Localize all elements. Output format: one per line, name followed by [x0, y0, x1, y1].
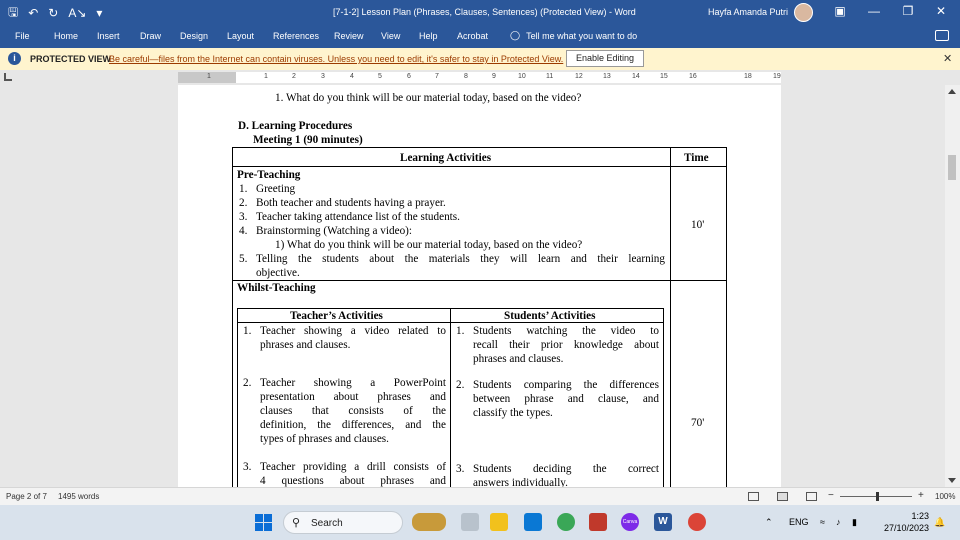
ruler-number: 13 — [603, 73, 611, 80]
tab-design[interactable]: Design — [180, 31, 209, 41]
ruler-number: 18 — [744, 73, 752, 80]
teacher-item-line: types of phrases and clauses. — [260, 433, 389, 445]
ruler-number: 7 — [435, 73, 439, 80]
ruler-number: 3 — [321, 73, 325, 80]
pre-item-num: 5. — [239, 253, 248, 265]
word-count[interactable]: 1495 words — [58, 492, 100, 501]
pre-item-num: 2. — [239, 197, 248, 209]
close-icon[interactable]: ✕ — [935, 4, 947, 18]
ruler-number: 12 — [575, 73, 583, 80]
pre-item-num: 4. — [239, 225, 248, 237]
tab-view[interactable]: View — [381, 31, 401, 41]
canva-icon[interactable]: Canva — [621, 513, 639, 531]
pre-item-text: Brainstorming (Watching a video): — [256, 225, 412, 237]
students-item-line: between phrase and clause, and — [473, 393, 659, 405]
lightbulb-icon: ◯ — [510, 30, 521, 40]
students-item-num: 3. — [456, 463, 465, 475]
info-icon: i — [8, 52, 21, 65]
ruler-number: 6 — [407, 73, 411, 80]
teacher-item-line: phrases and clauses. — [260, 339, 351, 351]
protected-view-message[interactable]: Be careful—files from the Internet can contain viruses. Unless you need to edit, it's safer to stay in Protected View. — [109, 54, 564, 64]
pre-teaching-title: Pre-Teaching — [237, 169, 301, 181]
chrome-profile-icon[interactable] — [688, 513, 706, 531]
ruler-number: 8 — [464, 73, 468, 80]
vertical-scrollbar[interactable] — [945, 85, 960, 487]
word-icon[interactable]: W — [654, 513, 672, 531]
teacher-item-line: Teacher providing a drill consists of — [260, 461, 446, 473]
table-border — [232, 147, 233, 487]
tab-file[interactable]: File — [15, 31, 30, 41]
taskbar-search[interactable] — [283, 511, 403, 534]
protected-view-bar — [0, 48, 960, 70]
pre-item-text: Teacher taking attendance list of the students. — [256, 211, 460, 223]
table-border — [726, 147, 727, 487]
tab-draw[interactable]: Draw — [140, 31, 162, 41]
document-page[interactable] — [178, 85, 781, 487]
search-icon: ⚲ — [292, 517, 301, 529]
ruler-number: 14 — [632, 73, 640, 80]
teacher-item-line: 4 questions about phrases and — [260, 475, 446, 487]
clock-date: 27/10/2023 — [883, 523, 929, 533]
zoom-level[interactable]: 100% — [935, 492, 956, 501]
teacher-item-line: Teacher showing a PowerPoint — [260, 377, 446, 389]
volume-icon[interactable]: ♪ — [836, 517, 841, 527]
minimize-icon[interactable]: — — [868, 4, 880, 18]
quick-access-toolbar — [0, 3, 330, 24]
save-icon[interactable]: 🖫 — [8, 4, 19, 19]
close-bar-icon[interactable]: ✕ — [943, 53, 953, 65]
enable-editing-button[interactable]: Enable Editing — [566, 50, 644, 67]
user-name[interactable]: Hayfa Amanda Putri — [708, 7, 789, 17]
status-bar — [0, 487, 960, 505]
students-item-line: Students watching the video to — [473, 325, 659, 337]
clock-time: 1:23 — [911, 511, 929, 521]
taskbar-clock[interactable] — [881, 510, 929, 534]
table-border — [670, 147, 671, 487]
protected-view-title: PROTECTED VIEW — [30, 54, 112, 64]
customize-icon[interactable]: ▾ — [96, 6, 103, 20]
scroll-up-icon[interactable] — [948, 89, 956, 94]
language-indicator[interactable]: ENG — [789, 517, 809, 527]
scroll-down-icon[interactable] — [948, 478, 956, 483]
tab-home[interactable]: Home — [54, 31, 79, 41]
whilst-teaching-time: 70' — [691, 417, 705, 429]
students-activities-header: Students’ Activities — [504, 310, 596, 322]
header-time: Time — [684, 152, 709, 164]
undo-icon[interactable]: ↶ — [28, 6, 39, 20]
tab-acrobat[interactable]: Acrobat — [457, 31, 489, 41]
ruler-number: 5 — [378, 73, 382, 80]
read-mode-icon[interactable] — [748, 492, 759, 501]
pre-teaching-time: 10' — [691, 219, 705, 231]
whilst-teaching-title: Whilst-Teaching — [237, 282, 316, 294]
inner-table-border — [450, 308, 451, 487]
file-explorer-icon[interactable] — [490, 513, 508, 531]
restore-icon[interactable]: ❐ — [902, 4, 914, 18]
scroll-thumb[interactable] — [948, 155, 956, 180]
page-count[interactable]: Page 2 of 7 — [6, 492, 47, 501]
heading-learning-procedures: D. Learning Procedures — [238, 120, 353, 132]
students-item-num: 2. — [456, 379, 465, 391]
table-border — [232, 147, 727, 148]
students-item-line: Students comparing the differences — [473, 379, 659, 391]
wifi-icon[interactable]: ≈ — [820, 517, 825, 527]
teacher-item-num: 1. — [243, 325, 252, 337]
inner-table-border — [237, 308, 238, 487]
ruler-number: 1 — [207, 73, 211, 80]
notification-bell-icon[interactable]: 🔔 — [934, 517, 946, 527]
ruler-number: 4 — [350, 73, 354, 80]
pre-item-text: Telling the students about the materials they will learn and their learning — [256, 253, 665, 265]
students-item-line: recall their prior knowledge about — [473, 339, 659, 351]
taskbar — [0, 505, 960, 540]
teacher-item-line: definition, the differences, and the — [260, 419, 446, 431]
ruler-number: 10 — [518, 73, 526, 80]
inner-table-border — [663, 308, 664, 487]
search-label: Search — [311, 518, 343, 529]
students-item-line: classify the types. — [473, 407, 553, 419]
title-bar — [0, 0, 960, 26]
pre-sub-item: 1) What do you think will be our material today, based on the video? — [275, 239, 583, 251]
redo-icon[interactable]: ↻ — [48, 6, 59, 20]
avatar[interactable] — [794, 3, 813, 22]
tab-selector-icon[interactable] — [4, 73, 12, 81]
tell-me-box[interactable] — [510, 30, 637, 41]
chrome-icon[interactable] — [557, 513, 575, 531]
ruler-number: 16 — [689, 73, 697, 80]
ruler-number: 15 — [660, 73, 668, 80]
ruler-number: 11 — [546, 73, 554, 80]
acrobat-icon[interactable] — [589, 513, 607, 531]
print-layout-icon[interactable] — [777, 492, 788, 501]
ruler-number: 1 — [264, 73, 268, 80]
tab-review[interactable]: Review — [334, 31, 364, 41]
ruler-number: 9 — [492, 73, 496, 80]
teacher-activities-header: Teacher’s Activities — [290, 310, 383, 322]
pre-item-num: 1. — [239, 183, 248, 195]
tab-layout[interactable]: Layout — [227, 31, 255, 41]
store-icon[interactable] — [524, 513, 542, 531]
ruler-number: 2 — [292, 73, 296, 80]
students-item-num: 1. — [456, 325, 465, 337]
tray-overflow-icon[interactable]: ⌃ — [765, 517, 773, 527]
tell-me-text: Tell me what you want to do — [526, 30, 638, 41]
comments-icon[interactable] — [935, 30, 949, 41]
pre-item-text: Both teacher and students having a prayer. — [256, 197, 446, 209]
task-view-icon[interactable] — [461, 513, 479, 531]
ribbon-display-icon[interactable]: ▣ — [834, 4, 846, 18]
document-area — [0, 85, 945, 487]
students-item-line: Students deciding the correct — [473, 463, 659, 475]
format-icon[interactable]: A↘ — [68, 6, 87, 20]
tab-references[interactable]: References — [273, 31, 320, 41]
heading-meeting: Meeting 1 (90 minutes) — [253, 134, 363, 146]
teacher-item-line: presentation about phrases and — [260, 391, 446, 403]
table-border — [232, 166, 727, 167]
pre-item-text-cont: objective. — [256, 267, 300, 279]
ruler-number: 19 — [773, 73, 781, 80]
zoom-out-icon[interactable]: − — [828, 490, 834, 501]
pre-item-text: Greeting — [256, 183, 296, 195]
battery-icon[interactable]: ▮ — [852, 517, 857, 527]
tab-help[interactable]: Help — [419, 31, 438, 41]
horizontal-ruler — [0, 70, 960, 85]
teacher-item-line: Teacher showing a video related to — [260, 325, 446, 337]
header-learning-activities: Learning Activities — [400, 152, 492, 164]
zoom-in-icon[interactable]: + — [918, 490, 924, 501]
teacher-item-line: clauses that consists of the — [260, 405, 446, 417]
students-item-line: phrases and clauses. — [473, 353, 564, 365]
tab-insert[interactable]: Insert — [97, 31, 120, 41]
teacher-item-num: 3. — [243, 461, 252, 473]
students-item-line: answers individually. — [473, 477, 568, 487]
teacher-item-num: 2. — [243, 377, 252, 389]
pre-item-num: 3. — [239, 211, 248, 223]
windows-start-icon[interactable] — [255, 514, 272, 531]
top-line: 1. What do you think will be our material today, based on the video? — [275, 92, 582, 104]
widgets-icon[interactable] — [412, 513, 446, 531]
zoom-slider-knob[interactable] — [876, 492, 879, 501]
ribbon-tabs — [0, 26, 960, 48]
document-title: [7-1-2] Lesson Plan (Phrases, Clauses, Sentences) (Protected View) - Word — [333, 7, 636, 17]
web-layout-icon[interactable] — [806, 492, 817, 501]
